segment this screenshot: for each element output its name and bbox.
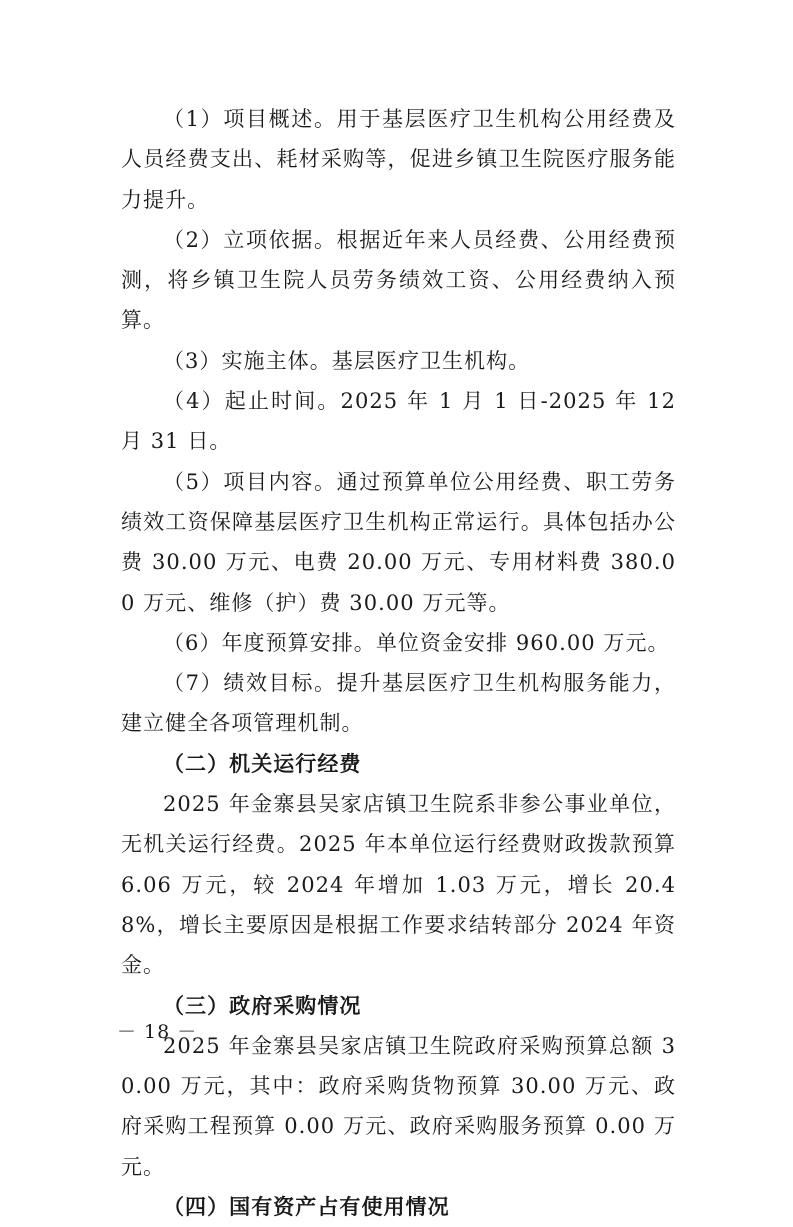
page-number: － 18 － (117, 1021, 198, 1043)
section-heading-operating-funds: （二）机关运行经费 (163, 750, 362, 776)
item-project-content: （5）项目内容。通过预算单位公用经费、职工劳务绩效工资保障基层医疗卫生机构正常运行。具体包括办公费 30.00 万元、电费 20.00 万元、专用材料费 380.00 万元、维修（护）费 30.00 万元等。 (121, 469, 676, 615)
paragraph-operating-funds: 2025 年金寨县吴家店镇卫生院系非参公事业单位，无机关运行经费。2025 年本单位运行经费财政拨款预算 6.06 万元，较 2024 年增加 1.03 万元，增长 20.48%，增长主要原因是根据工作要求结转部分 2024 年资金。 (121, 792, 676, 978)
section-heading-procurement: （三）政府采购情况 (163, 992, 362, 1018)
item-implementing-entity: （3）实施主体。基层医疗卫生机构。 (163, 348, 531, 373)
document-body (121, 99, 676, 1227)
paragraph-procurement: 2025 年金寨县吴家店镇卫生院政府采购预算总额 30.00 万元，其中：政府采购货物预算 30.00 万元、政府采购工程预算 0.00 万元、政府采购服务预算 0.00 万元。 (121, 1033, 676, 1179)
item-project-basis: （2）立项依据。根据近年来人员经费、公用经费预测，将乡镇卫生院人员劳务绩效工资、公用经费纳入预算。 (121, 227, 676, 333)
section-heading-state-assets: （四）国有资产占有使用情况 (163, 1194, 450, 1220)
item-time-period: （4）起止时间。2025 年 1 月 1 日-2025 年 12 月 31 日。 (121, 389, 676, 454)
item-annual-budget: （6）年度预算安排。单位资金安排 960.00 万元。 (163, 630, 670, 655)
item-performance-goal: （7）绩效目标。提升基层医疗卫生机构服务能力，建立健全各项管理机制。 (121, 671, 676, 736)
item-project-overview: （1）项目概述。用于基层医疗卫生机构公用经费及人员经费支出、耗材采购等，促进乡镇卫生院医疗服务能力提升。 (121, 107, 676, 212)
